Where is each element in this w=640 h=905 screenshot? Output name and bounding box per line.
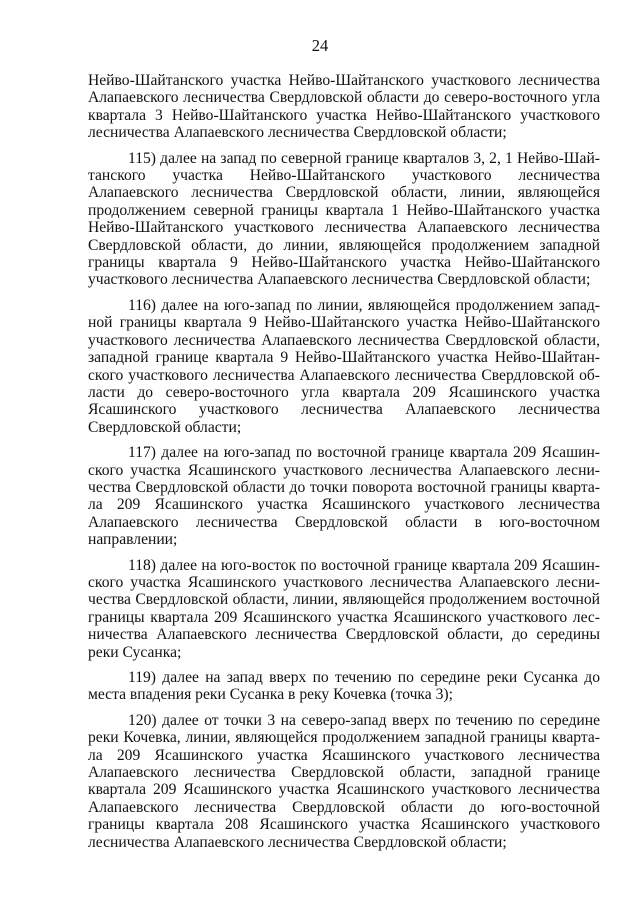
paragraph-120: 120) далее от точки 3 на северо-запад вверх по течению по середине реки Кочевка, линии, являющейся продолжением западной границы квартала 209 Ясашинского участка Ясашинского участкового лесничества Алапаевского лесничества Свердловской области, западной границе квартала 209 Ясашинского участка Ясашинского участкового лесничества Алапаевского лесничества Свердловской области до юго-восточной границы квартала 208 Ясашинского участка Ясашинского участкового лесничества Алапаевского лесничества Свердловской области; bbox=[88, 711, 600, 851]
paragraph-119: 119) далее на запад вверх по течению по середине реки Сусанка до места впадения реки Сусанка в реку Кочевка (точка 3); bbox=[88, 669, 600, 704]
paragraph-117: 117) далее на юго-запад по восточной границе квартала 209 Ясашинского участка Ясашинского участкового лесничества Алапаевского лесничества Свердловской области до точки поворота восточной границы квартала 209 Ясашинского участка Ясашинского участкового лесничества Алапаевского лесничества Свердловской области в юго-восточном направлении; bbox=[88, 444, 600, 549]
paragraph-118: 118) далее на юго-восток по восточной границе квартала 209 Ясашинского участка Ясашинского участкового лесничества Алапаевского лесничества Свердловской области, линии, являющейся продолжением восточной границы квартала 209 Ясашинского участка Ясашинского участкового лесничества Алапаевского лесничества Свердловской области, до середины реки Сусанка; bbox=[88, 556, 600, 661]
page-number: 24 bbox=[311, 36, 329, 55]
paragraph-continuation: Нейво-Шайтанского участка Нейво-Шайтанского участкового лесничества Алапаевского лесничества Свердловской области до северо-восточного угла квартала 3 Нейво-Шайтанского участка Нейво-Шайтанского участкового лесничества Алапаевского лесничества Свердловской области; bbox=[88, 72, 600, 142]
document-body bbox=[88, 72, 600, 859]
paragraph-116: 116) далее на юго-запад по линии, являющейся продолжением западной границы квартала 9 Нейво-Шайтанского участка Нейво-Шайтанского участкового лесничества Алапаевского лесничества Свердловской области, западной границе квартала 9 Нейво-Шайтанского участка Нейво-Шайтанского участкового лесничества Алапаевского лесничества Свердловской области до северо-восточного угла квартала 209 Ясашинского участка Ясашинского участкового лесничества Алапаевского лесничества Свердловской области; bbox=[88, 296, 600, 436]
paragraph-115: 115) далее на запад по северной границе кварталов 3, 2, 1 Нейво-Шайтанского участка Нейво-Шайтанского участкового лесничества Алапаевского лесничества Свердловской области, линии, являющейся продолжением северной границы квартала 1 Нейво-Шайтанского участка Нейво-Шайтанского участкового лесничества Алапаевского лесничества Свердловской области, до линии, являющейся продолжением западной границы квартала 9 Нейво-Шайтанского участка Нейво-Шайтанского участкового лесничества Алапаевского лесничества Свердловской области; bbox=[88, 149, 600, 289]
